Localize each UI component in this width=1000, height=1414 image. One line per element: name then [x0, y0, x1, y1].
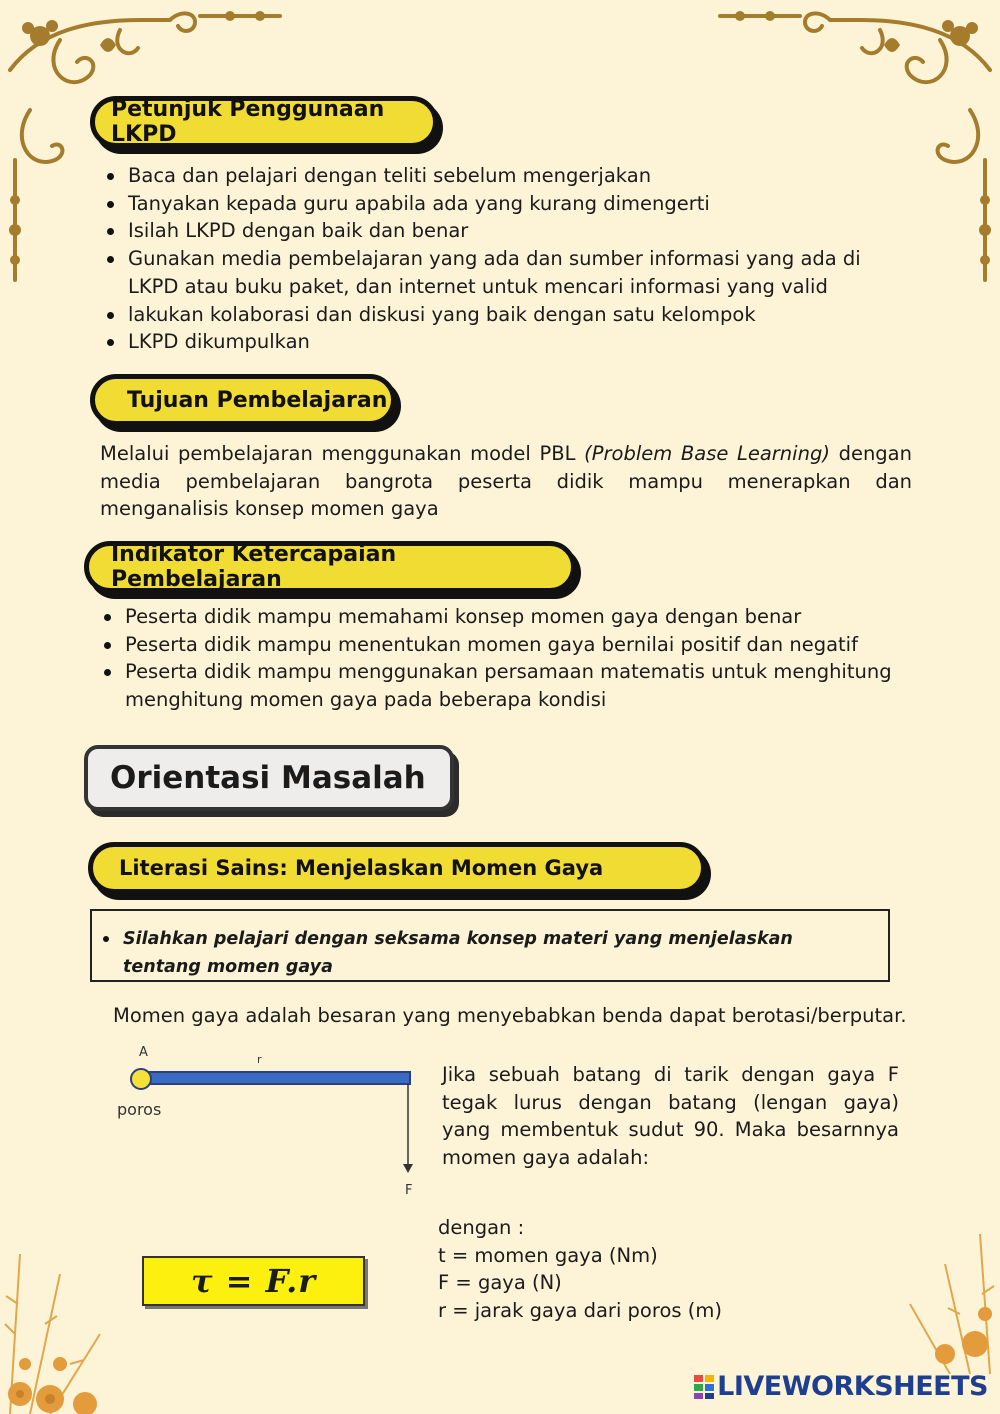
lever-diagram [110, 1040, 430, 1200]
indikator-heading [84, 541, 576, 593]
indikator-list [99, 603, 899, 714]
logo-text: LIVEWORKSHEETS [717, 1371, 988, 1402]
explanation-text: Jika sebuah batang di tarik dengan gaya F tegak lurus dengan batang (lengan gaya) yang membentuk sudut 90. Maka besarnnya momen gaya adalah: [442, 1063, 899, 1170]
tujuan-paragraph [100, 440, 912, 523]
formula-legend [438, 1214, 838, 1324]
list-item: Isilah LKPD dengan baik dan benar [102, 217, 902, 245]
tujuan-text-1: Melalui pembelajaran menggunakan model PBL [100, 442, 585, 465]
literasi-heading [88, 842, 706, 894]
force-arrow-head [403, 1164, 413, 1173]
formula-text: τ = F.r [190, 1262, 317, 1300]
legend-line: F = gaya (N) [438, 1271, 562, 1294]
legend-line: dengan : [438, 1216, 525, 1239]
list-item: LKPD dikumpulkan [102, 328, 902, 356]
logo-icon [693, 1374, 715, 1400]
literasi-title: Literasi Sains: Menjelaskan Momen Gaya [119, 856, 604, 880]
orientasi-heading [84, 745, 454, 811]
tujuan-title: Tujuan Pembelajaran [127, 387, 388, 413]
tujuan-text-2: dengan media pembelajaran bangrota peserta didik mampu menerapkan dan menganalisis konsep momen gaya [100, 442, 912, 521]
label-poros: poros [117, 1100, 162, 1119]
ornament-bottom-right [890, 1214, 1000, 1374]
instruction-text: Silahkan pelajari dengan seksama konsep materi yang menjelaskan tentang momen gaya [100, 925, 860, 981]
definition-text: Momen gaya adalah besaran yang menyebabkan benda dapat berotasi/berputar. [113, 1004, 907, 1027]
petunjuk-title: Petunjuk Penggunaan LKPD [111, 97, 385, 147]
orientasi-title: Orientasi Masalah [110, 760, 426, 796]
label-a: A [139, 1045, 148, 1060]
instruction-box [90, 909, 890, 982]
label-f: F [405, 1183, 413, 1198]
tujuan-heading [90, 374, 396, 426]
list-item: Tanyakan kepada guru apabila ada yang kurang dimengerti [102, 190, 902, 218]
formula-box [142, 1256, 365, 1306]
legend-line: t = momen gaya (Nm) [438, 1243, 658, 1267]
list-item: lakukan kolaborasi dan diskusi yang baik dengan satu kelompok [102, 301, 902, 329]
list-item: Peserta didik mampu menggunakan persamaan matematis untuk menghitung menghitung momen gaya pada beberapa kondisi [99, 658, 899, 713]
petunjuk-list [102, 162, 902, 356]
petunjuk-heading [90, 96, 438, 148]
legend-line: r = jarak gaya dari poros (m) [438, 1298, 722, 1322]
list-item: Gunakan media pembelajaran yang ada dan sumber informasi yang ada di LKPD atau buku paket, dan internet untuk mencari informasi yang valid [102, 245, 902, 300]
ornament-bottom-left [0, 1214, 130, 1414]
list-item: Baca dan pelajari dengan teliti sebelum mengerjakan [102, 162, 902, 190]
liveworksheets-logo[interactable] [693, 1371, 988, 1402]
lever-bar [140, 1072, 410, 1084]
list-item: Peserta didik mampu memahami konsep momen gaya dengan benar [99, 603, 899, 631]
indikator-title: Indikator Ketercapaian Pembelajaran [111, 542, 397, 592]
tujuan-text-italic: (Problem Base Learning) [584, 442, 830, 465]
pivot-point [131, 1069, 151, 1089]
list-item: Peserta didik mampu menentukan momen gaya bernilai positif dan negatif [99, 631, 899, 659]
label-r: r [257, 1053, 262, 1066]
